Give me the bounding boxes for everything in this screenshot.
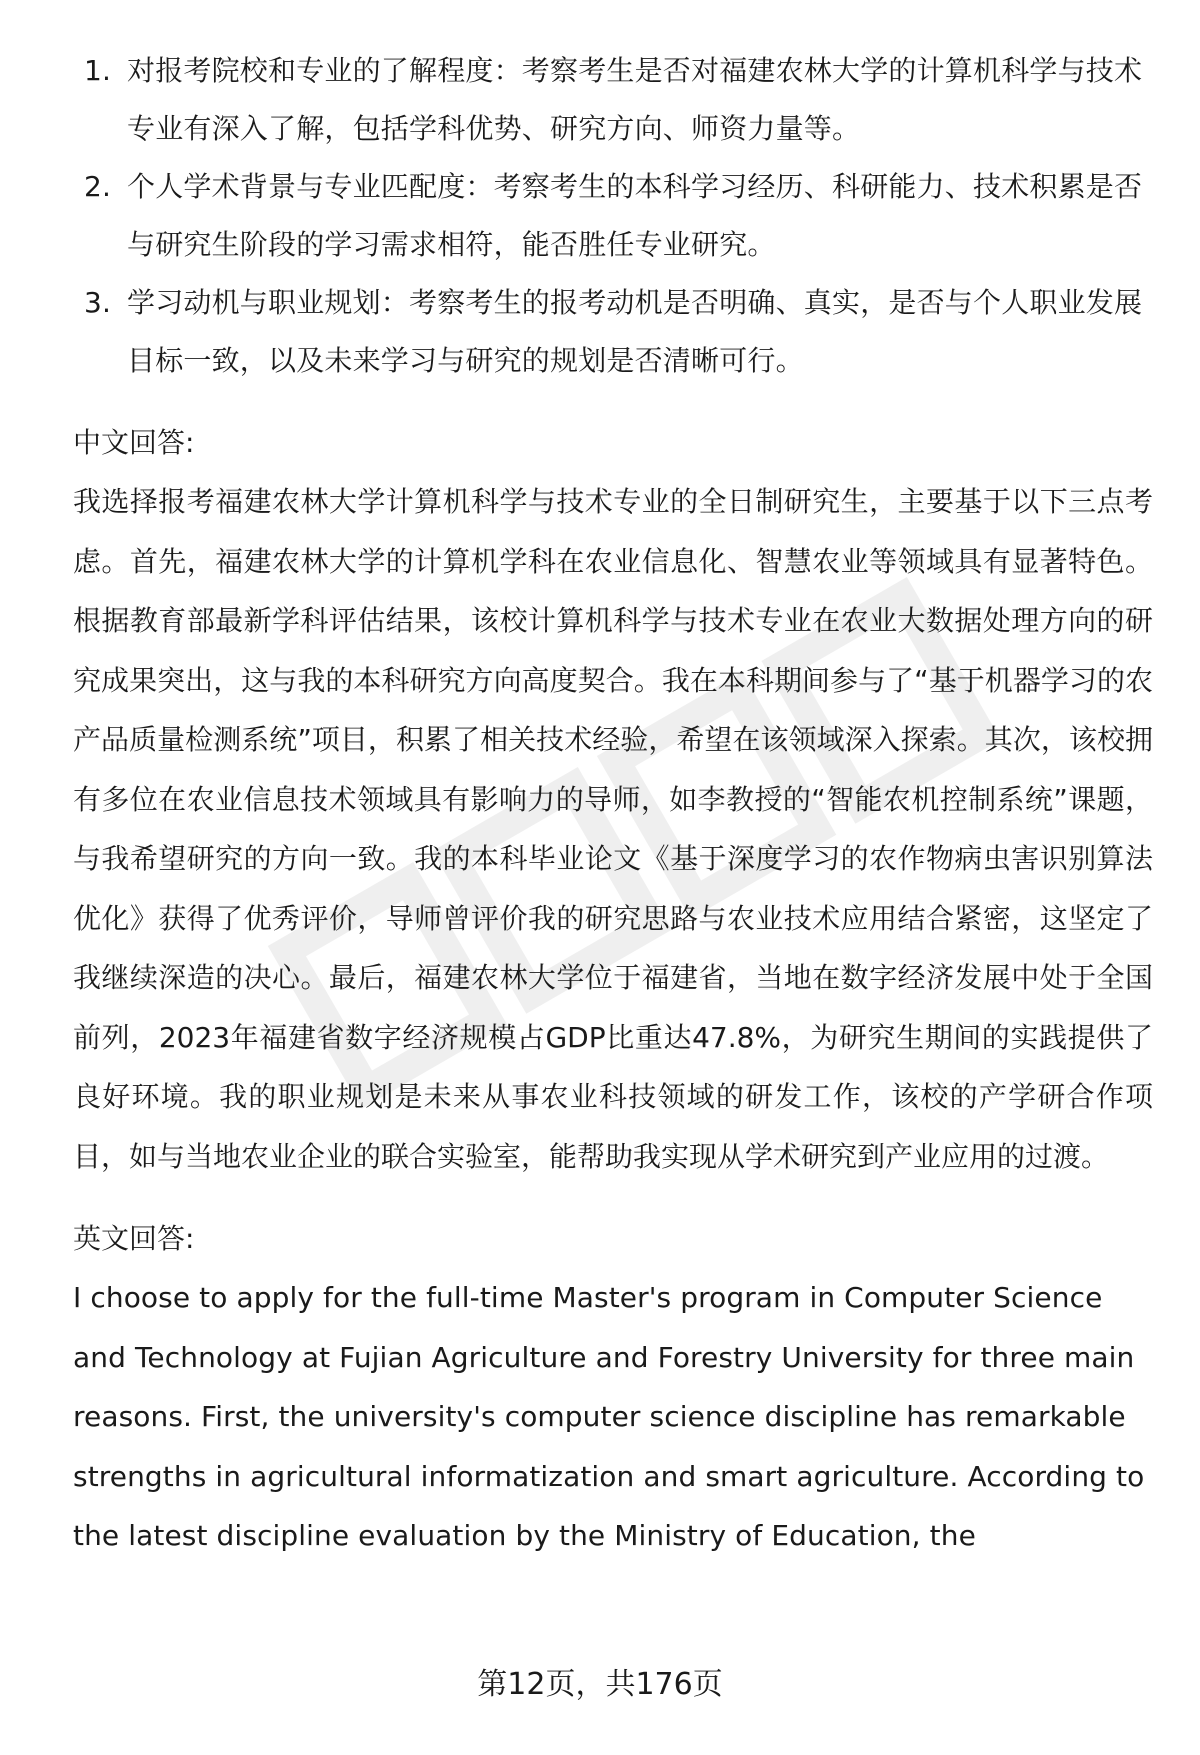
- chinese-answer-label: 中文回答:: [73, 426, 195, 459]
- criteria-text: 个人学术背景与专业匹配度：考察考生的本科学习经历、科研能力、技术积累是否与研究生阶段的学习需求相符，能否胜任专业研究。: [127, 170, 1143, 261]
- criteria-item: [73, 274, 1153, 390]
- chinese-answer-text: 我选择报考福建农林大学计算机科学与技术专业的全日制研究生，主要基于以下三点考虑。首先，福建农林大学的计算机学科在农业信息化、智慧农业等领域具有显著特色。根据教育部最新学科评估结果，该校计算机科学与技术专业在农业大数据处理方向的研究成果突出，这与我的本科研究方向高度契合。我在本科期间参与了“基于机器学习的农产品质量检测系统”项目，积累了相关技术经验，希望在该领域深入探索。其次，该校拥有多位在农业信息技术领域具有影响力的导师，如李教授的“智能农机控制系统”课题，与我希望研究的方向一致。我的本科毕业论文《基于深度学习的农作物病虫害识别算法优化》获得了优秀评价，导师曾评价我的研究思路与农业技术应用结合紧密，这坚定了我继续深造的决心。最后，福建农林大学位于福建省，当地在数字经济发展中处于全国前列，2023年福建省数字经济规模占GDP比重达47.8%，为研究生期间的实践提供了良好环境。我的职业规划是未来从事农业科技领域的研发工作，该校的产学研合作项目，如与当地农业企业的联合实验室，能帮助我实现从学术研究到产业应用的过渡。: [73, 485, 1153, 1173]
- criteria-list: [73, 42, 1153, 390]
- page-number-footer: 第12页，共176页: [477, 1667, 723, 1702]
- english-answer-label: 英文回答:: [73, 1222, 195, 1255]
- criteria-item: [73, 158, 1153, 274]
- criteria-number: 3.: [84, 286, 112, 319]
- english-answer-text: I choose to apply for the full-time Master's program in Computer Science and Technology at Fujian Agriculture and Forestry University for three main reasons. First, the university's computer science discipline has remarkable strengths in agricultural informatization and smart agriculture. According to the latest discipline evaluation by the Ministry of Education, the: [73, 1281, 1145, 1552]
- criteria-number: 1.: [84, 54, 112, 87]
- criteria-text: 学习动机与职业规划：考察考生的报考动机是否明确、真实，是否与个人职业发展目标一致，以及未来学习与研究的规划是否清晰可行。: [127, 286, 1143, 377]
- criteria-item: [73, 42, 1153, 158]
- page-content: [73, 42, 1153, 1566]
- criteria-text: 对报考院校和专业的了解程度：考察考生是否对福建农林大学的计算机科学与技术专业有深入了解，包括学科优势、研究方向、师资力量等。: [127, 54, 1143, 145]
- criteria-number: 2.: [84, 170, 112, 203]
